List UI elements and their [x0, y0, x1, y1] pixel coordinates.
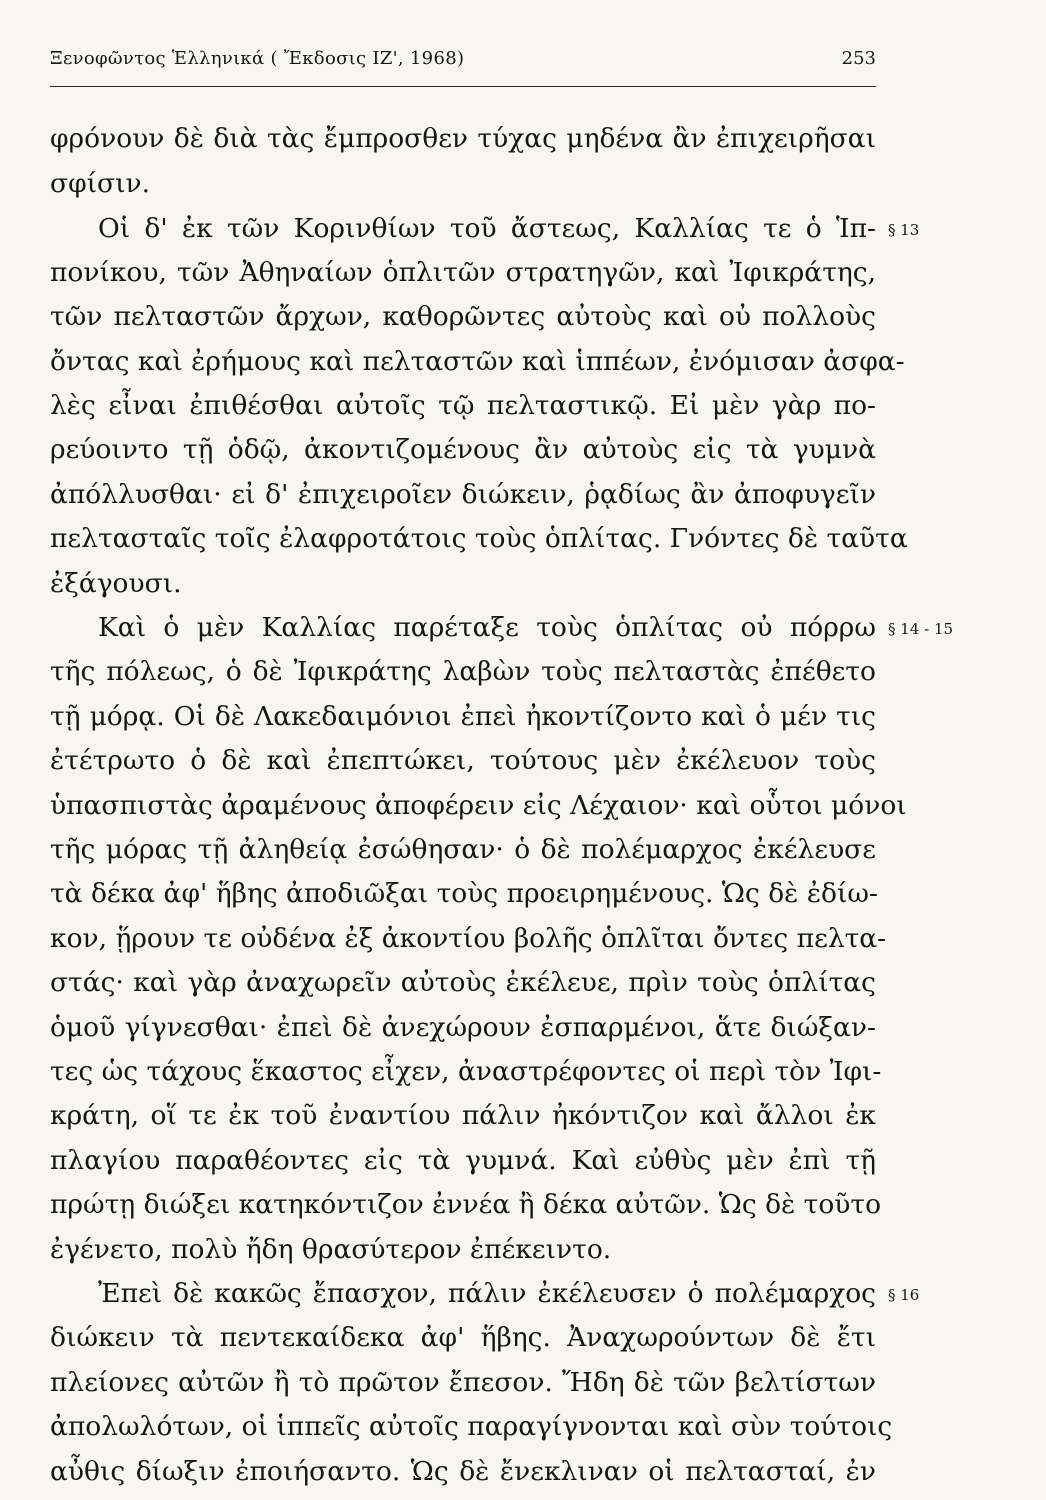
text-line: διώκειν τὰ πεντεκαίδεκα ἀφ' ἥβης. Ἀναχωρούντων δὲ ἔτι [50, 1322, 876, 1353]
text-line: αὖθις δίωξιν ἐποιήσαντο. Ὡς δὲ ἔνεκλιναν οἱ πελτασταί, ἐν [50, 1456, 876, 1487]
text-line: ἀπόλλυσθαι· εἰ δ' ἐπιχειροῖεν διώκειν, ῥᾳδίως ἂν ἀποφυγεῖν [50, 479, 876, 510]
text-line: πελτασταῖς τοῖς ἐλαφροτάτοις τοὺς ὁπλίτας. Γνόντες δὲ ταῦτα [50, 523, 908, 554]
text-line: πλείονες αὐτῶν ἢ τὸ πρῶτον ἔπεσον. Ἤδη δὲ τῶν βελτίστων [50, 1367, 876, 1398]
text-line: Ἐπεὶ δὲ κακῶς ἔπασχον, πάλιν ἐκέλευσεν ὁ πολέμαρχος [98, 1278, 876, 1309]
text-line: τῇ μόρᾳ. Οἱ δὲ Λακεδαιμόνιοι ἐπεὶ ἠκοντίζοντο καὶ ὁ μέν τις [50, 701, 876, 732]
text-line: ὁμοῦ γίγνεσθαι· ἐπεὶ δὲ ἀνεχώρουν ἐσπαρμένοι, ἅτε διώξαν- [50, 1012, 876, 1043]
text-line: λὲς εἶναι ἐπιθέσθαι αὐτοῖς τῷ πελταστικῷ. Εἰ μὲν γὰρ πο- [50, 390, 876, 421]
text-line: Καὶ ὁ μὲν Καλλίας παρέταξε τοὺς ὁπλίτας οὐ πόρρω [98, 612, 876, 643]
text-line: ἀπολωλότων, οἱ ἱππεῖς αὐτοῖς παραγίγνονται καὶ σὺν τούτοις [50, 1411, 893, 1442]
text-line: ἐγένετο, πολὺ ἤδη θρασύτερον ἐπέκειντο. [50, 1234, 612, 1265]
text-line: σφίσιν. [50, 168, 151, 199]
text-line: τῆς μόρας τῇ ἀληθείᾳ ἐσώθησαν· ὁ δὲ πολέμαρχος ἐκέλευσε [50, 834, 876, 865]
text-line: ρεύοιντο τῇ ὁδῷ, ἀκοντιζομένους ἂν αὐτοὺς εἰς τὰ γυμνὰ [50, 434, 876, 465]
text-line: τῶν πελταστῶν ἄρχων, καθορῶντες αὐτοὺς καὶ οὐ πολλοὺς [50, 301, 876, 332]
text-line: ἐξάγουσι. [50, 568, 182, 599]
text-line: ὑπασπιστὰς ἀραμένους ἀποφέρειν εἰς Λέχαιον· καὶ οὗτοι μόνοι [50, 790, 907, 821]
text-line: ὄντας καὶ ἐρήμους καὶ πελταστῶν καὶ ἱππέων, ἐνόμισαν ἀσφα- [50, 346, 905, 377]
running-head: Ξενοφῶντος Ἑλληνικά ( Ἔκδοσις ΙΖ', 1968) [50, 48, 465, 69]
section-marker: § 16 [888, 1286, 920, 1304]
text-line: πλαγίου παραθέοντες εἰς τὰ γυμνά. Καὶ εὐθὺς μὲν ἐπὶ τῇ [50, 1145, 876, 1176]
header-rule [50, 86, 876, 87]
text-line: φρόνουν δὲ διὰ τὰς ἔμπροσθεν τύχας μηδένα ἂν ἐπιχειρῆσαι [50, 123, 876, 154]
text-line: πονίκου, τῶν Ἀθηναίων ὁπλιτῶν στρατηγῶν, καὶ Ἰφικράτης, [50, 257, 876, 288]
text-line: τὰ δέκα ἀφ' ἥβης ἀποδιῶξαι τοὺς προειρημένους. Ὡς δὲ ἐδίω- [50, 878, 878, 909]
section-marker: § 13 [888, 221, 920, 239]
text-line: κράτη, οἵ τε ἐκ τοῦ ἐναντίου πάλιν ἠκόντιζον καὶ ἄλλοι ἐκ [50, 1100, 876, 1131]
text-line: στάς· καὶ γὰρ ἀναχωρεῖν αὐτοὺς ἐκέλευε, πρὶν τοὺς ὁπλίτας [50, 967, 876, 998]
text-line: ἐτέτρωτο ὁ δὲ καὶ ἐπεπτώκει, τούτους μὲν ἐκέλευον τοὺς [50, 745, 876, 776]
text-line: τῆς πόλεως, ὁ δὲ Ἰφικράτης λαβὼν τοὺς πελταστὰς ἐπέθετο [50, 656, 876, 687]
page-number: 253 [841, 48, 876, 69]
text-line: τες ὡς τάχους ἕκαστος εἶχεν, ἀναστρέφοντες οἱ περὶ τὸν Ἰφι- [50, 1056, 882, 1087]
text-line: κον, ᾕρουν τε οὐδένα ἐξ ἀκοντίου βολῆς ὁπλῖται ὄντες πελτα- [50, 923, 887, 954]
section-marker: § 14 - 15 [888, 620, 954, 638]
text-line: Οἱ δ' ἐκ τῶν Κορινθίων τοῦ ἄστεως, Καλλίας τε ὁ Ἱπ- [98, 213, 876, 244]
text-line: πρώτῃ διώξει κατηκόντιζον ἐννέα ἢ δέκα αὐτῶν. Ὡς δὲ τοῦτο [50, 1189, 882, 1220]
